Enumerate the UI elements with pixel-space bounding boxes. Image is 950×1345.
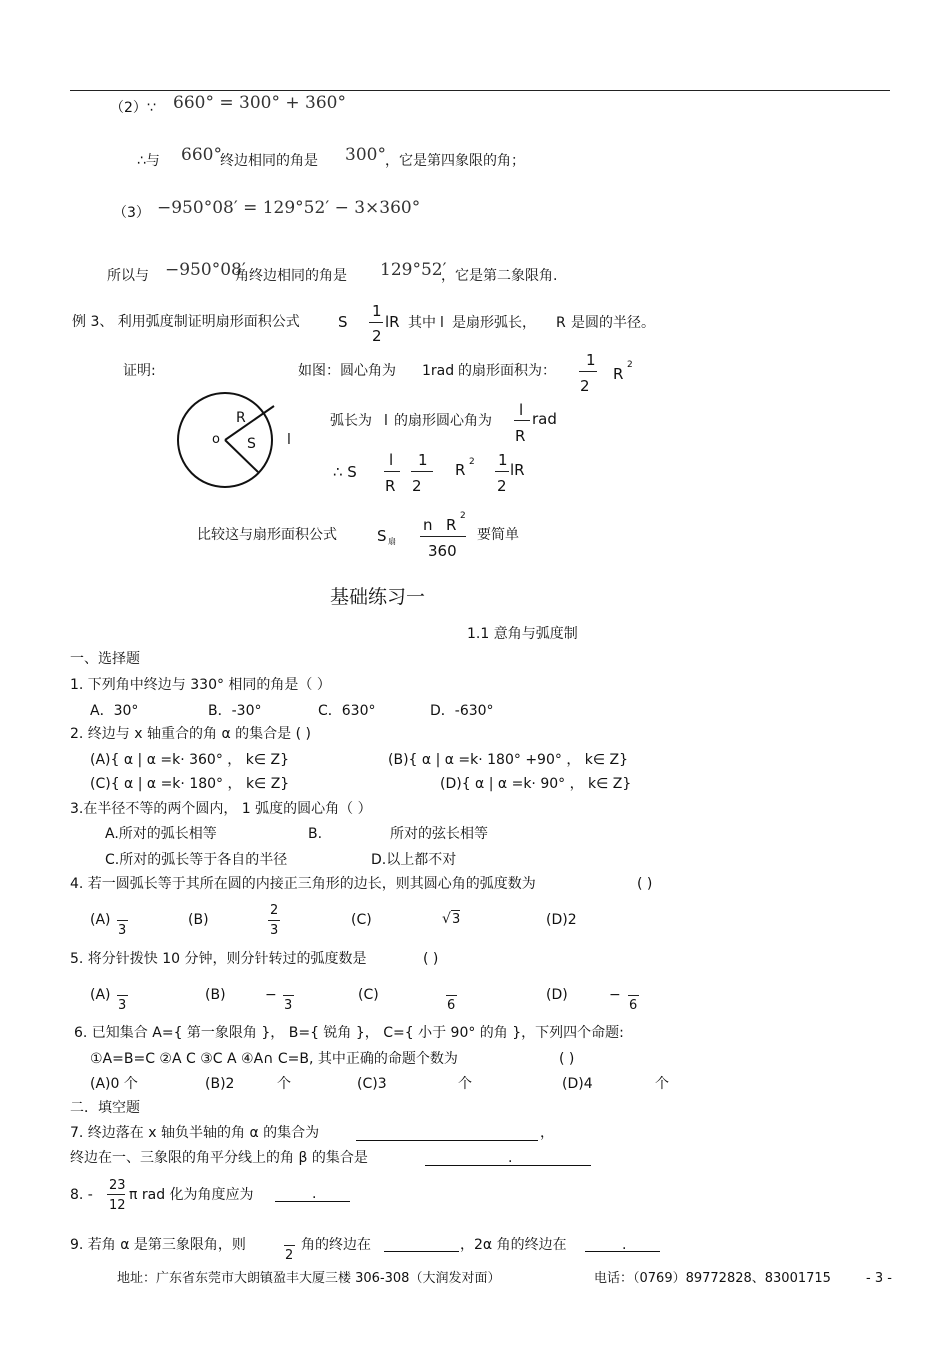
t-d3: 2 [497,477,507,495]
q6-option-b-unit: 个 [277,1076,291,1092]
q4-c-sqrt: √ [442,911,451,927]
exercise-subtitle: 1.1 意角与弧度制 [467,626,578,642]
fig-l: l [287,432,291,448]
q6-option-b: (B)2 [205,1076,235,1092]
q5-option-a: (A) [90,987,111,1003]
q4-paren: ( ) [637,876,653,892]
example3-frac-num: 1 [372,302,382,320]
q9-mid2: ，2α 角的终边在 [460,1237,567,1253]
arc-mid: 的扇形圆心角为 [394,413,492,429]
p1-num: 1 [586,351,596,369]
example3-r: R [556,315,566,331]
q8-frac-bar [107,1194,125,1195]
section-choice: 一、选择题 [70,651,140,667]
q1-option-c: C．630° [318,703,376,719]
q5-option-c: (C) [358,987,379,1003]
q5-b-frac-bar [283,995,294,996]
c-den: 360 [428,542,457,560]
q1-option-d: D．-630° [430,703,494,719]
example3-frac-den: 2 [372,327,382,345]
t-d2: 2 [412,477,422,495]
p1-r: R [613,365,624,383]
footer-phone: 电话：（0769）89772828、83001715 [594,1271,831,1286]
example3-s: S [338,313,348,331]
item3-conc-a: −950°08′ [165,260,246,280]
q6-stem: 6. 已知集合 A={ 第一象限角 }， B={ 锐角 }， C={ 小于 90° 的角 }，下列四个命题: [74,1025,624,1041]
fig-s: S [247,436,256,452]
compare-post: 要简单 [477,527,519,543]
t-lr: lR [510,461,525,479]
item2-conc-a: 660° [181,145,222,165]
q3-stem: 3.在半径不等的两个圆内， 1 弧度的圆心角（ ） [70,801,372,817]
example3-lead: 例 3、 利用弧度制证明扇形面积公式 [72,314,300,330]
arc-l: l [384,413,388,429]
proof-line1: 如图：圆心角为 [298,363,396,379]
q4-option-d: (D)2 [546,912,577,928]
q6-option-c: (C)3 [357,1076,387,1092]
s-sub: 扇 [388,537,396,546]
q2-option-b: (B){ α | α =k· 180° +90° ， k∈ Z} [388,752,629,768]
q9-blank-2-dot: . [622,1237,627,1253]
q4-option-b: (B) [188,912,209,928]
fig-r: R [236,410,246,426]
example3-frac-bar [369,322,383,323]
q8-num: 23 [109,1178,126,1193]
p1-exp: 2 [627,360,633,370]
q4-a-frac-bar [117,920,128,921]
q4-c-val: 3 [452,912,461,927]
t-bar2 [411,471,433,472]
example3-explain-pre: 其中 [408,315,436,331]
q7-blank-1[interactable] [356,1140,538,1141]
q1-option-b: B．-30° [208,703,262,719]
item3-conc-b: 129°52′ [380,260,447,280]
q5-c-den: 6 [447,998,456,1013]
q8-post: π rad 化为角度应为 [129,1187,254,1203]
c-num-r: R [446,516,457,534]
s-sector: S [377,527,387,545]
q9-mid: 角的终边在 [301,1237,371,1253]
q4-b-den: 3 [270,923,279,938]
q5-option-b: (B) [205,987,226,1003]
q4-option-a: (A) [90,912,111,928]
q8-den: 12 [109,1198,126,1213]
footer-address: 地址：广东省东莞市大朗镇盈丰大厦三楼 306-308（大润发对面） [117,1271,501,1286]
item3-conc-mid: 角终边相同的角是 [235,268,347,284]
t-n3: 1 [498,451,508,469]
c-exp: 2 [460,511,466,521]
q5-a-den: 3 [118,998,127,1013]
item3-conc-post: ，它是第二象限角. [441,268,558,284]
q9-pre: 9. 若角 α 是第三象限角，则 [70,1237,246,1253]
q5-d-den: 6 [629,998,638,1013]
q7-line2: 终边在一、三象限的角平分线上的角 β 的集合是 [70,1150,368,1166]
proof-label: 证明: [123,363,156,379]
radius-upper [225,406,274,440]
q5-stem: 5. 将分针拨快 10 分钟，则分针转过的弧度数是 [70,951,367,967]
q3-option-a: A.所对的弧长相等 [105,826,217,842]
q1-option-a: A．30° [90,703,139,719]
q5-b-sign: − [265,987,277,1003]
exercise-title: 基础练习一 [330,586,426,608]
q8-pre: 8. - [70,1187,93,1203]
example3-l: l [440,315,444,331]
q4-option-c: (C) [351,912,372,928]
t-exp: 2 [469,457,475,467]
arc-unit: rad [532,410,557,428]
sector-figure [175,385,280,495]
q6-option-a: (A)0 个 [90,1076,138,1092]
page-number: - 3 - [866,1271,892,1286]
q9-blank-1[interactable] [384,1251,459,1252]
q2-option-c: (C){ α | α =k· 180° ， k∈ Z} [90,776,290,792]
item2-label: （2）∵ [110,100,156,116]
q9-den: 2 [285,1248,294,1263]
q4-stem: 4. 若一圆弧长等于其所在圆的内接正三角形的边长，则其圆心角的弧度数为 [70,876,536,892]
q5-c-frac-bar [446,995,457,996]
q7-blank-2-dot: . [508,1150,513,1166]
section-fill: 二．填空题 [70,1100,140,1116]
q4-b-frac-bar [268,920,280,921]
therefore-s: ∴ S [333,463,357,481]
p1-frac-bar [579,371,597,372]
example3-explain-post: 是圆的半径。 [571,315,655,331]
t-n1: l [389,451,394,469]
q9-frac-bar [284,1245,295,1246]
proof-line1b: 的扇形面积为： [458,363,556,379]
t-d1: R [385,477,396,495]
q6-options: ①A=B=C ②A C ③C A ④A∩ C=B, 其中正确的命题个数为 [90,1051,458,1067]
q5-b-den: 3 [284,998,293,1013]
item2-conc-b: 300° [345,145,386,165]
q6-paren: ( ) [559,1051,575,1067]
q6-option-c-unit: 个 [458,1076,472,1092]
q2-option-a: (A){ α | α =k· 360° ， k∈ Z} [90,752,289,768]
q6-option-d: (D)4 [562,1076,593,1092]
q8-blank-dot: . [312,1186,317,1202]
header-rule [70,90,890,91]
q4-a-den: 3 [118,923,127,938]
q7-line1: 7. 终边落在 x 轴负半轴的角 α 的集合为 [70,1125,320,1141]
q5-a-frac-bar [117,995,128,996]
q1-stem: 1. 下列角中终边与 330° 相同的角是（ ） [70,677,331,693]
example3-lr: lR [385,313,400,331]
compare-pre: 比较这与扇形面积公式 [197,527,337,543]
q4-c-sqrt-bar [451,910,460,911]
q2-stem: 2. 终边与 x 轴重合的角 α 的集合是 ( ) [70,726,311,742]
q5-d-sign: − [609,987,621,1003]
q3-option-c: C.所对的弧长等于各自的半径 [105,852,288,868]
q5-paren: ( ) [423,951,439,967]
proof-rad: 1rad [422,363,455,379]
q2-option-d: (D){ α | α =k· 90° ， k∈ Z} [440,776,632,792]
t-bar1 [384,471,400,472]
p1-den: 2 [580,377,590,395]
q5-d-frac-bar [628,995,639,996]
item3-label: （3） [113,205,150,221]
t-bar3 [495,471,509,472]
q3-option-d: D.以上都不对 [371,852,457,868]
t-n2: 1 [418,451,428,469]
arc-num: l [519,401,524,419]
q3-option-b-label: B. [308,826,323,842]
item2-expr: 660° = 300° + 360° [173,93,346,113]
example3-explain-mid: 是扇形弧长， [452,315,536,331]
t-r: R [455,461,466,479]
compare-frac-bar [420,536,466,537]
c-num-n: n [423,516,433,534]
q5-option-d: (D) [546,987,568,1003]
item2-conc-pre: ∴与 [137,153,160,169]
item3-conc-pre: 所以与 [107,268,149,284]
q3-option-b: 所对的弦长相等 [390,826,488,842]
item2-conc-mid: 终边相同的角是 [220,153,318,169]
item2-conc-post: ，它是第四象限的角； [385,153,525,169]
arc-frac-bar [514,420,530,421]
arc-pre: 弧长为 [330,413,372,429]
q4-b-num: 2 [270,903,279,918]
item3-expr: −950°08′ = 129°52′ − 3×360° [157,198,421,218]
q6-option-d-unit: 个 [655,1076,669,1092]
arc-den: R [515,427,526,445]
q7-line1-end: ， [540,1125,554,1141]
fig-o: o [212,432,220,447]
